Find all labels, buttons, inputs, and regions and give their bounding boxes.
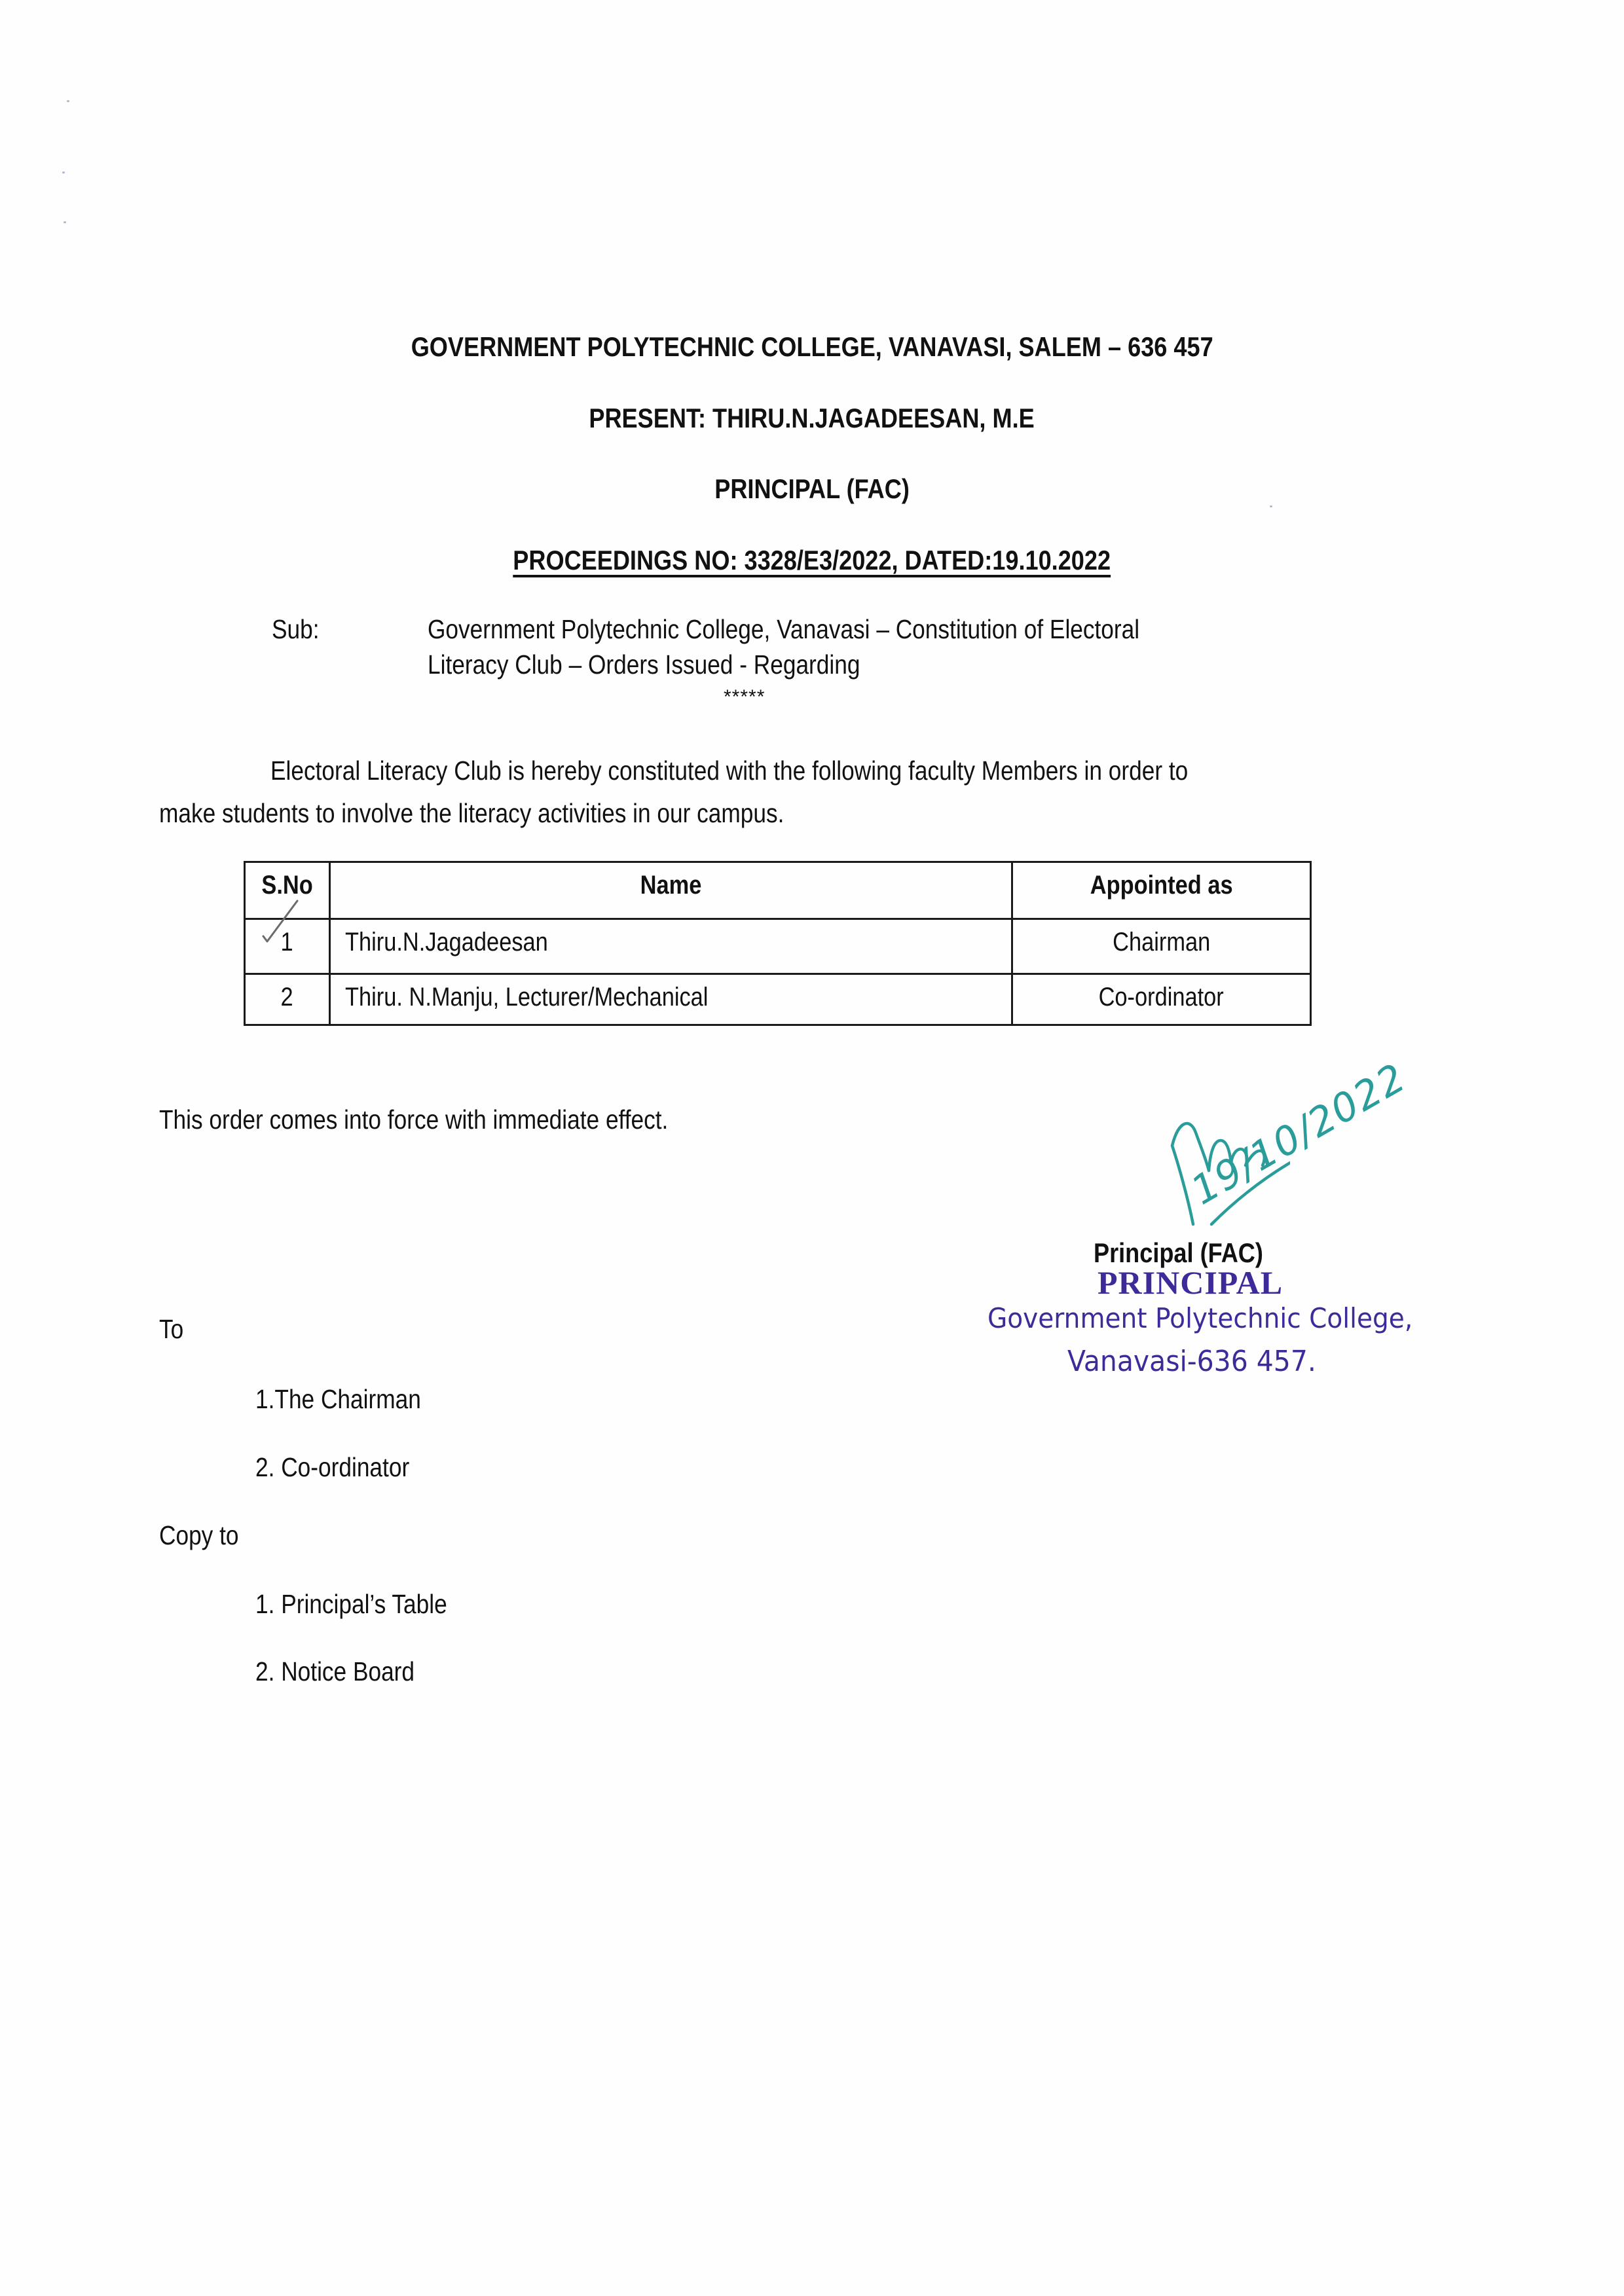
scan-speck bbox=[67, 100, 69, 102]
subject-line-2: Literacy Club – Orders Issued - Regarding bbox=[428, 649, 860, 680]
copy-to-label: Copy to bbox=[159, 1520, 239, 1550]
row-name: Thiru.N.Jagadeesan bbox=[345, 928, 548, 957]
scan-speck bbox=[62, 172, 65, 173]
scan-speck bbox=[64, 221, 66, 223]
body-paragraph-line-2: make students to involve the literacy activities in our campus. bbox=[159, 798, 784, 828]
row-sno: 1 bbox=[280, 928, 294, 957]
institution-heading: GOVERNMENT POLYTECHNIC COLLEGE, VANAVASI, SALEM – 636 457 bbox=[411, 331, 1213, 362]
members-table bbox=[244, 861, 1312, 1026]
row-name: Thiru. N.Manju, Lecturer/Mechanical bbox=[345, 983, 709, 1011]
handwritten-date: 19/10/2022 bbox=[1183, 1054, 1414, 1214]
subject-line-1: Government Polytechnic College, Vanavasi – Constitution of Electoral bbox=[428, 614, 1140, 644]
to-label: To bbox=[159, 1314, 184, 1344]
subject-separator: ***** bbox=[724, 686, 766, 708]
tick-mark-icon bbox=[261, 898, 300, 944]
row-appointed-as: Co-ordinator bbox=[1098, 983, 1225, 1011]
column-header-appointed-as: Appointed as bbox=[1090, 871, 1233, 900]
column-header-sno: S.No bbox=[261, 871, 313, 900]
table-header-row bbox=[246, 863, 1310, 918]
subject-label: Sub: bbox=[272, 614, 320, 644]
table-row bbox=[246, 918, 1310, 973]
copy-list-item: 2. Notice Board bbox=[255, 1656, 415, 1686]
designation-heading: PRINCIPAL (FAC) bbox=[714, 473, 910, 504]
present-heading: PRESENT: THIRU.N.JAGADEESAN, M.E bbox=[589, 403, 1035, 433]
table-column-divider bbox=[329, 863, 331, 1024]
to-list-item: 2. Co-ordinator bbox=[255, 1452, 410, 1482]
row-appointed-as: Chairman bbox=[1112, 928, 1211, 957]
body-paragraph-line-1: Electoral Literacy Club is hereby constituted with the following faculty Members in order to bbox=[270, 756, 1189, 786]
stamp-institution: Government Polytechnic College, bbox=[987, 1302, 1413, 1334]
to-list-item: 1.The Chairman bbox=[255, 1384, 421, 1414]
copy-list-item: 1. Principal’s Table bbox=[255, 1589, 447, 1619]
row-sno: 2 bbox=[280, 983, 294, 1011]
stamp-principal: PRINCIPAL bbox=[1098, 1264, 1283, 1301]
column-header-name: Name bbox=[640, 871, 702, 900]
proceedings-heading: PROCEEDINGS NO: 3328/E3/2022, DATED:19.10.2022 bbox=[513, 545, 1111, 575]
table-column-divider bbox=[1011, 863, 1013, 1024]
table-row bbox=[246, 973, 1310, 1028]
effect-statement: This order comes into force with immediate effect. bbox=[159, 1104, 669, 1135]
signatory-title: Principal (FAC) bbox=[1094, 1237, 1263, 1268]
scan-speck bbox=[1270, 505, 1272, 507]
stamp-address: Vanavasi-636 457. bbox=[1067, 1345, 1316, 1378]
